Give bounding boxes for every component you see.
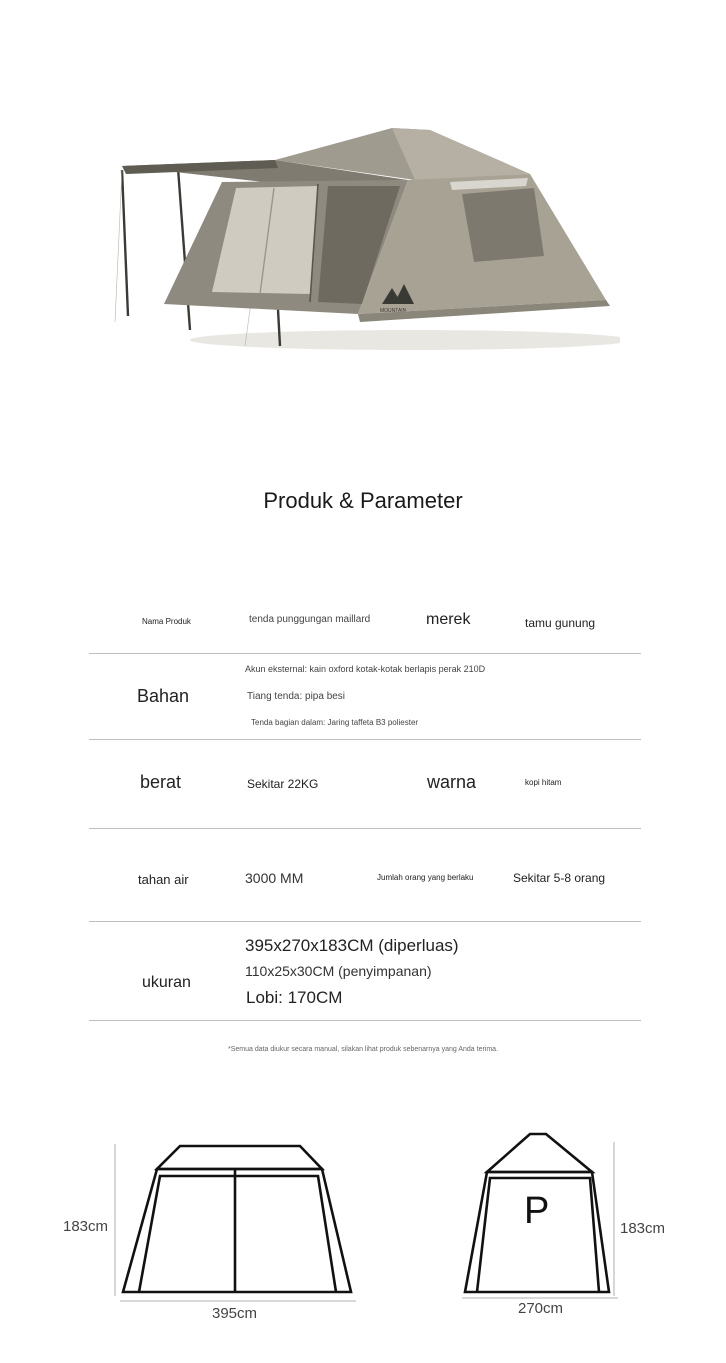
value-brand: tamu gunung [525,616,596,630]
front-width-label: 395cm [212,1305,258,1322]
value-capacity: Sekitar 5-8 orang [513,871,606,885]
label-size: ukuran [142,974,191,991]
spec-row-waterproof [89,829,641,922]
label-capacity: Jumlah orang yang berlaku [377,873,474,882]
svg-text:MOUNTAIN: MOUNTAIN [380,308,407,314]
spec-row-weight [89,740,641,829]
label-waterproof: tahan air [138,872,189,887]
spec-row-material [89,654,641,740]
spec-row-product [89,590,641,654]
tent-product-image [110,118,620,358]
measurement-note: *Semua data diukur secara manual, silakan lihat produk sebenarnya yang Anda terima. [227,1046,499,1053]
label-product-name: Nama Produk [142,617,191,626]
side-view-mark: P [524,1190,550,1232]
label-weight: berat [140,772,182,792]
value-color: kopi hitam [525,778,562,787]
material-line-2: Tiang tenda: pipa besi [247,691,346,702]
label-brand: merek [426,611,471,628]
section-title: Produk & Parameter [263,488,463,513]
spec-row-size [89,922,641,1021]
side-width-label: 270cm [518,1300,564,1317]
value-product-name: tenda punggungan maillard [249,614,371,625]
size-line-3: Lobi: 170CM [246,988,343,1007]
tent-outline-drawings [0,1120,726,1340]
material-line-1: Akun eksternal: kain oxford kotak-kotak berlapis perak 210D [245,664,486,674]
front-height-label: 183cm [63,1218,109,1235]
label-material: Bahan [137,686,190,706]
value-weight: Sekitar 22KG [247,777,319,791]
size-line-1: 395x270x183CM (diperluas) [245,936,459,955]
size-line-2: 110x25x30CM (penyimpanan) [245,963,432,979]
side-height-label: 183cm [620,1220,666,1237]
spec-table [89,590,641,1021]
value-waterproof: 3000 MM [245,870,304,886]
label-color: warna [427,772,477,792]
material-line-3: Tenda bagian dalam: Jaring taffeta B3 poliester [251,718,419,727]
dimension-diagrams [0,1120,726,1340]
